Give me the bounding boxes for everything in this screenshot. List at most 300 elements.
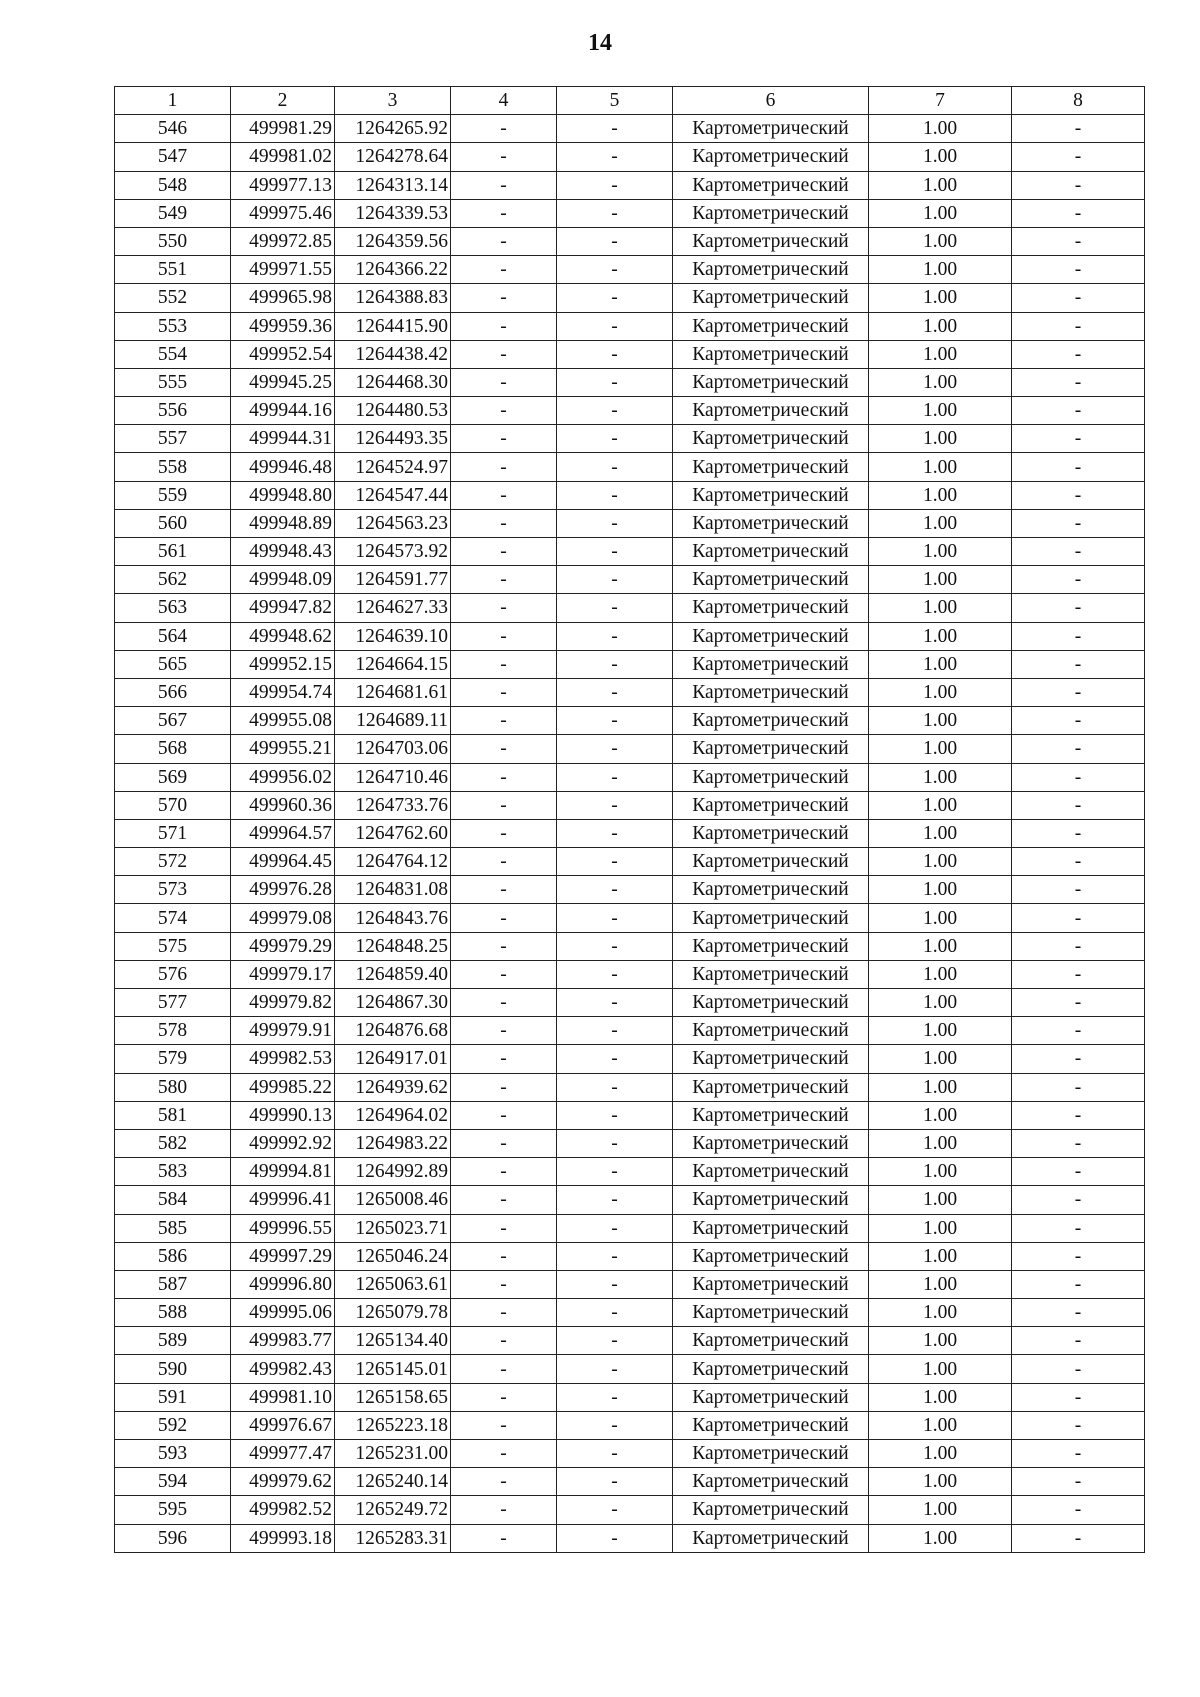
y-coordinate-cell: 1264831.08: [335, 876, 451, 904]
y-coordinate-cell: 1264876.68: [335, 1017, 451, 1045]
x-coordinate-cell: 499996.80: [231, 1270, 335, 1298]
point-number-cell: 568: [115, 735, 231, 763]
point-number-cell: 583: [115, 1158, 231, 1186]
accuracy-cell: 1.00: [869, 199, 1012, 227]
method-cell: Картометрический: [673, 481, 869, 509]
x-coordinate-cell: 499952.15: [231, 650, 335, 678]
accuracy-cell: 1.00: [869, 876, 1012, 904]
col4-cell: -: [451, 115, 557, 143]
point-number-cell: 569: [115, 763, 231, 791]
col4-cell: -: [451, 678, 557, 706]
point-number-cell: 594: [115, 1468, 231, 1496]
table-row: [115, 678, 1145, 706]
col5-cell: -: [557, 115, 673, 143]
col4-cell: -: [451, 1355, 557, 1383]
point-number-cell: 596: [115, 1524, 231, 1552]
accuracy-cell: 1.00: [869, 904, 1012, 932]
method-cell: Картометрический: [673, 594, 869, 622]
table-row: [115, 538, 1145, 566]
point-number-cell: 591: [115, 1383, 231, 1411]
accuracy-cell: 1.00: [869, 1327, 1012, 1355]
method-cell: Картометрический: [673, 509, 869, 537]
col4-cell: -: [451, 989, 557, 1017]
y-coordinate-cell: 1264681.61: [335, 678, 451, 706]
col4-cell: -: [451, 171, 557, 199]
point-number-cell: 577: [115, 989, 231, 1017]
col4-cell: -: [451, 1073, 557, 1101]
col5-cell: -: [557, 312, 673, 340]
x-coordinate-cell: 499955.08: [231, 707, 335, 735]
point-number-cell: 554: [115, 340, 231, 368]
method-cell: Картометрический: [673, 1270, 869, 1298]
col5-cell: -: [557, 989, 673, 1017]
table-row: [115, 1129, 1145, 1157]
col5-cell: -: [557, 1440, 673, 1468]
accuracy-cell: 1.00: [869, 678, 1012, 706]
y-coordinate-cell: 1265046.24: [335, 1242, 451, 1270]
point-number-cell: 563: [115, 594, 231, 622]
table-row: [115, 1383, 1145, 1411]
table-row: [115, 1496, 1145, 1524]
col4-cell: -: [451, 1017, 557, 1045]
x-coordinate-cell: 499993.18: [231, 1524, 335, 1552]
y-coordinate-cell: 1264366.22: [335, 256, 451, 284]
col4-cell: -: [451, 1129, 557, 1157]
col4-cell: -: [451, 650, 557, 678]
point-number-cell: 548: [115, 171, 231, 199]
col4-cell: -: [451, 538, 557, 566]
col5-cell: -: [557, 481, 673, 509]
x-coordinate-cell: 499976.28: [231, 876, 335, 904]
col4-cell: -: [451, 1214, 557, 1242]
col4-cell: -: [451, 904, 557, 932]
accuracy-cell: 1.00: [869, 1299, 1012, 1327]
accuracy-cell: 1.00: [869, 1158, 1012, 1186]
col8-cell: -: [1012, 171, 1145, 199]
col5-cell: -: [557, 1468, 673, 1496]
column-header: 1: [115, 87, 231, 115]
col8-cell: -: [1012, 1270, 1145, 1298]
y-coordinate-cell: 1264415.90: [335, 312, 451, 340]
method-cell: Картометрический: [673, 1073, 869, 1101]
col8-cell: -: [1012, 1299, 1145, 1327]
table-row: [115, 1299, 1145, 1327]
accuracy-cell: 1.00: [869, 227, 1012, 255]
accuracy-cell: 1.00: [869, 1186, 1012, 1214]
x-coordinate-cell: 499996.41: [231, 1186, 335, 1214]
table-row: [115, 199, 1145, 227]
x-coordinate-cell: 499945.25: [231, 368, 335, 396]
y-coordinate-cell: 1264733.76: [335, 791, 451, 819]
col4-cell: -: [451, 227, 557, 255]
col8-cell: -: [1012, 1468, 1145, 1496]
col4-cell: -: [451, 1158, 557, 1186]
table-row: [115, 1101, 1145, 1129]
method-cell: Картометрический: [673, 876, 869, 904]
table-row: [115, 960, 1145, 988]
accuracy-cell: 1.00: [869, 650, 1012, 678]
accuracy-cell: 1.00: [869, 312, 1012, 340]
method-cell: Картометрический: [673, 622, 869, 650]
table-row: [115, 791, 1145, 819]
col4-cell: -: [451, 1242, 557, 1270]
col5-cell: -: [557, 1327, 673, 1355]
method-cell: Картометрический: [673, 1158, 869, 1186]
x-coordinate-cell: 499948.43: [231, 538, 335, 566]
point-number-cell: 574: [115, 904, 231, 932]
y-coordinate-cell: 1264480.53: [335, 397, 451, 425]
method-cell: Картометрический: [673, 678, 869, 706]
method-cell: Картометрический: [673, 904, 869, 932]
method-cell: Картометрический: [673, 171, 869, 199]
x-coordinate-cell: 499981.10: [231, 1383, 335, 1411]
accuracy-cell: 1.00: [869, 1017, 1012, 1045]
x-coordinate-cell: 499948.09: [231, 566, 335, 594]
col8-cell: -: [1012, 1355, 1145, 1383]
col5-cell: -: [557, 622, 673, 650]
method-cell: Картометрический: [673, 1355, 869, 1383]
col8-cell: -: [1012, 1129, 1145, 1157]
x-coordinate-cell: 499947.82: [231, 594, 335, 622]
method-cell: Картометрический: [673, 199, 869, 227]
method-cell: Картометрический: [673, 791, 869, 819]
y-coordinate-cell: 1264627.33: [335, 594, 451, 622]
col5-cell: -: [557, 707, 673, 735]
col5-cell: -: [557, 1270, 673, 1298]
x-coordinate-cell: 499994.81: [231, 1158, 335, 1186]
y-coordinate-cell: 1265134.40: [335, 1327, 451, 1355]
method-cell: Картометрический: [673, 538, 869, 566]
method-cell: Картометрический: [673, 312, 869, 340]
table-body: [115, 115, 1145, 1553]
col5-cell: -: [557, 594, 673, 622]
method-cell: Картометрический: [673, 397, 869, 425]
col4-cell: -: [451, 1524, 557, 1552]
col8-cell: -: [1012, 227, 1145, 255]
table-row: [115, 312, 1145, 340]
col8-cell: -: [1012, 1383, 1145, 1411]
col4-cell: -: [451, 1101, 557, 1129]
col8-cell: -: [1012, 566, 1145, 594]
col5-cell: -: [557, 1186, 673, 1214]
method-cell: Картометрический: [673, 1101, 869, 1129]
x-coordinate-cell: 499982.43: [231, 1355, 335, 1383]
col8-cell: -: [1012, 340, 1145, 368]
column-header: 8: [1012, 87, 1145, 115]
point-number-cell: 575: [115, 932, 231, 960]
col5-cell: -: [557, 904, 673, 932]
accuracy-cell: 1.00: [869, 1411, 1012, 1439]
table-row: [115, 340, 1145, 368]
x-coordinate-cell: 499979.08: [231, 904, 335, 932]
col8-cell: -: [1012, 368, 1145, 396]
method-cell: Картометрический: [673, 1411, 869, 1439]
y-coordinate-cell: 1265023.71: [335, 1214, 451, 1242]
x-coordinate-cell: 499996.55: [231, 1214, 335, 1242]
table-row: [115, 650, 1145, 678]
coordinates-table: [114, 86, 1145, 1553]
method-cell: Картометрический: [673, 819, 869, 847]
point-number-cell: 567: [115, 707, 231, 735]
method-cell: Картометрический: [673, 256, 869, 284]
col5-cell: -: [557, 650, 673, 678]
accuracy-cell: 1.00: [869, 1524, 1012, 1552]
table-row: [115, 115, 1145, 143]
col5-cell: -: [557, 848, 673, 876]
col5-cell: -: [557, 256, 673, 284]
col4-cell: -: [451, 284, 557, 312]
x-coordinate-cell: 499956.02: [231, 763, 335, 791]
table-row: [115, 368, 1145, 396]
col5-cell: -: [557, 1383, 673, 1411]
col4-cell: -: [451, 819, 557, 847]
point-number-cell: 558: [115, 453, 231, 481]
accuracy-cell: 1.00: [869, 340, 1012, 368]
col4-cell: -: [451, 1186, 557, 1214]
point-number-cell: 582: [115, 1129, 231, 1157]
table-row: [115, 819, 1145, 847]
x-coordinate-cell: 499959.36: [231, 312, 335, 340]
x-coordinate-cell: 499975.46: [231, 199, 335, 227]
col5-cell: -: [557, 509, 673, 537]
accuracy-cell: 1.00: [869, 171, 1012, 199]
x-coordinate-cell: 499976.67: [231, 1411, 335, 1439]
point-number-cell: 592: [115, 1411, 231, 1439]
x-coordinate-cell: 499990.13: [231, 1101, 335, 1129]
table-row: [115, 509, 1145, 537]
method-cell: Картометрический: [673, 989, 869, 1017]
table-row: [115, 227, 1145, 255]
col4-cell: -: [451, 368, 557, 396]
col8-cell: -: [1012, 707, 1145, 735]
col4-cell: -: [451, 791, 557, 819]
y-coordinate-cell: 1264917.01: [335, 1045, 451, 1073]
accuracy-cell: 1.00: [869, 1214, 1012, 1242]
point-number-cell: 587: [115, 1270, 231, 1298]
col4-cell: -: [451, 707, 557, 735]
accuracy-cell: 1.00: [869, 397, 1012, 425]
method-cell: Картометрический: [673, 1214, 869, 1242]
col8-cell: -: [1012, 1242, 1145, 1270]
table-row: [115, 1411, 1145, 1439]
y-coordinate-cell: 1264313.14: [335, 171, 451, 199]
method-cell: Картометрический: [673, 1524, 869, 1552]
table-row: [115, 1073, 1145, 1101]
y-coordinate-cell: 1265231.00: [335, 1440, 451, 1468]
table-row: [115, 848, 1145, 876]
col4-cell: -: [451, 481, 557, 509]
table-row: [115, 1270, 1145, 1298]
table-row: [115, 763, 1145, 791]
col5-cell: -: [557, 199, 673, 227]
table-row: [115, 453, 1145, 481]
col4-cell: -: [451, 340, 557, 368]
col5-cell: -: [557, 453, 673, 481]
col8-cell: -: [1012, 115, 1145, 143]
col4-cell: -: [451, 199, 557, 227]
col4-cell: -: [451, 143, 557, 171]
accuracy-cell: 1.00: [869, 848, 1012, 876]
col8-cell: -: [1012, 763, 1145, 791]
y-coordinate-cell: 1265240.14: [335, 1468, 451, 1496]
method-cell: Картометрический: [673, 650, 869, 678]
accuracy-cell: 1.00: [869, 791, 1012, 819]
point-number-cell: 555: [115, 368, 231, 396]
y-coordinate-cell: 1264591.77: [335, 566, 451, 594]
col5-cell: -: [557, 566, 673, 594]
y-coordinate-cell: 1264703.06: [335, 735, 451, 763]
col5-cell: -: [557, 735, 673, 763]
point-number-cell: 588: [115, 1299, 231, 1327]
x-coordinate-cell: 499971.55: [231, 256, 335, 284]
col8-cell: -: [1012, 735, 1145, 763]
accuracy-cell: 1.00: [869, 481, 1012, 509]
method-cell: Картометрический: [673, 115, 869, 143]
accuracy-cell: 1.00: [869, 256, 1012, 284]
x-coordinate-cell: 499948.62: [231, 622, 335, 650]
col8-cell: -: [1012, 960, 1145, 988]
col4-cell: -: [451, 763, 557, 791]
method-cell: Картометрический: [673, 1327, 869, 1355]
y-coordinate-cell: 1264388.83: [335, 284, 451, 312]
col8-cell: -: [1012, 284, 1145, 312]
y-coordinate-cell: 1264983.22: [335, 1129, 451, 1157]
y-coordinate-cell: 1265008.46: [335, 1186, 451, 1214]
col8-cell: -: [1012, 622, 1145, 650]
accuracy-cell: 1.00: [869, 707, 1012, 735]
column-header: 2: [231, 87, 335, 115]
col4-cell: -: [451, 397, 557, 425]
x-coordinate-cell: 499985.22: [231, 1073, 335, 1101]
accuracy-cell: 1.00: [869, 143, 1012, 171]
method-cell: Картометрический: [673, 1017, 869, 1045]
accuracy-cell: 1.00: [869, 453, 1012, 481]
y-coordinate-cell: 1264843.76: [335, 904, 451, 932]
col5-cell: -: [557, 1045, 673, 1073]
x-coordinate-cell: 499983.77: [231, 1327, 335, 1355]
y-coordinate-cell: 1264438.42: [335, 340, 451, 368]
method-cell: Картометрический: [673, 1468, 869, 1496]
table-row: [115, 425, 1145, 453]
accuracy-cell: 1.00: [869, 1242, 1012, 1270]
point-number-cell: 559: [115, 481, 231, 509]
point-number-cell: 561: [115, 538, 231, 566]
accuracy-cell: 1.00: [869, 509, 1012, 537]
table-row: [115, 1242, 1145, 1270]
x-coordinate-cell: 499992.92: [231, 1129, 335, 1157]
x-coordinate-cell: 499979.91: [231, 1017, 335, 1045]
column-header: 3: [335, 87, 451, 115]
col5-cell: -: [557, 678, 673, 706]
col5-cell: -: [557, 1299, 673, 1327]
point-number-cell: 593: [115, 1440, 231, 1468]
column-header: 4: [451, 87, 557, 115]
point-number-cell: 571: [115, 819, 231, 847]
y-coordinate-cell: 1264524.97: [335, 453, 451, 481]
x-coordinate-cell: 499948.89: [231, 509, 335, 537]
col8-cell: -: [1012, 1073, 1145, 1101]
col5-cell: -: [557, 143, 673, 171]
x-coordinate-cell: 499979.29: [231, 932, 335, 960]
method-cell: Картометрический: [673, 707, 869, 735]
table-row: [115, 1045, 1145, 1073]
method-cell: Картометрический: [673, 1496, 869, 1524]
col5-cell: -: [557, 876, 673, 904]
accuracy-cell: 1.00: [869, 989, 1012, 1017]
method-cell: Картометрический: [673, 1299, 869, 1327]
point-number-cell: 550: [115, 227, 231, 255]
point-number-cell: 549: [115, 199, 231, 227]
col4-cell: -: [451, 312, 557, 340]
col4-cell: -: [451, 876, 557, 904]
col5-cell: -: [557, 819, 673, 847]
x-coordinate-cell: 499979.17: [231, 960, 335, 988]
point-number-cell: 578: [115, 1017, 231, 1045]
point-number-cell: 572: [115, 848, 231, 876]
method-cell: Картометрический: [673, 763, 869, 791]
y-coordinate-cell: 1264664.15: [335, 650, 451, 678]
y-coordinate-cell: 1264939.62: [335, 1073, 451, 1101]
col8-cell: -: [1012, 425, 1145, 453]
col8-cell: -: [1012, 678, 1145, 706]
col5-cell: -: [557, 1214, 673, 1242]
point-number-cell: 590: [115, 1355, 231, 1383]
y-coordinate-cell: 1264639.10: [335, 622, 451, 650]
point-number-cell: 595: [115, 1496, 231, 1524]
y-coordinate-cell: 1265249.72: [335, 1496, 451, 1524]
col4-cell: -: [451, 1496, 557, 1524]
table-row: [115, 481, 1145, 509]
y-coordinate-cell: 1264859.40: [335, 960, 451, 988]
table-row: [115, 1186, 1145, 1214]
accuracy-cell: 1.00: [869, 425, 1012, 453]
accuracy-cell: 1.00: [869, 1468, 1012, 1496]
col5-cell: -: [557, 1242, 673, 1270]
point-number-cell: 564: [115, 622, 231, 650]
table-row: [115, 904, 1145, 932]
point-number-cell: 580: [115, 1073, 231, 1101]
x-coordinate-cell: 499952.54: [231, 340, 335, 368]
accuracy-cell: 1.00: [869, 735, 1012, 763]
col4-cell: -: [451, 960, 557, 988]
x-coordinate-cell: 499955.21: [231, 735, 335, 763]
column-header: 6: [673, 87, 869, 115]
x-coordinate-cell: 499997.29: [231, 1242, 335, 1270]
col8-cell: -: [1012, 1411, 1145, 1439]
table-row: [115, 397, 1145, 425]
col5-cell: -: [557, 791, 673, 819]
method-cell: Картометрический: [673, 227, 869, 255]
method-cell: Картометрический: [673, 1242, 869, 1270]
table-row: [115, 1524, 1145, 1552]
y-coordinate-cell: 1264339.53: [335, 199, 451, 227]
point-number-cell: 589: [115, 1327, 231, 1355]
method-cell: Картометрический: [673, 284, 869, 312]
x-coordinate-cell: 499977.13: [231, 171, 335, 199]
col8-cell: -: [1012, 1524, 1145, 1552]
accuracy-cell: 1.00: [869, 594, 1012, 622]
x-coordinate-cell: 499954.74: [231, 678, 335, 706]
col5-cell: -: [557, 397, 673, 425]
x-coordinate-cell: 499964.57: [231, 819, 335, 847]
table-row: [115, 143, 1145, 171]
col4-cell: -: [451, 509, 557, 537]
table-row: [115, 1158, 1145, 1186]
col8-cell: -: [1012, 1214, 1145, 1242]
y-coordinate-cell: 1264762.60: [335, 819, 451, 847]
col8-cell: -: [1012, 1101, 1145, 1129]
col5-cell: -: [557, 1496, 673, 1524]
